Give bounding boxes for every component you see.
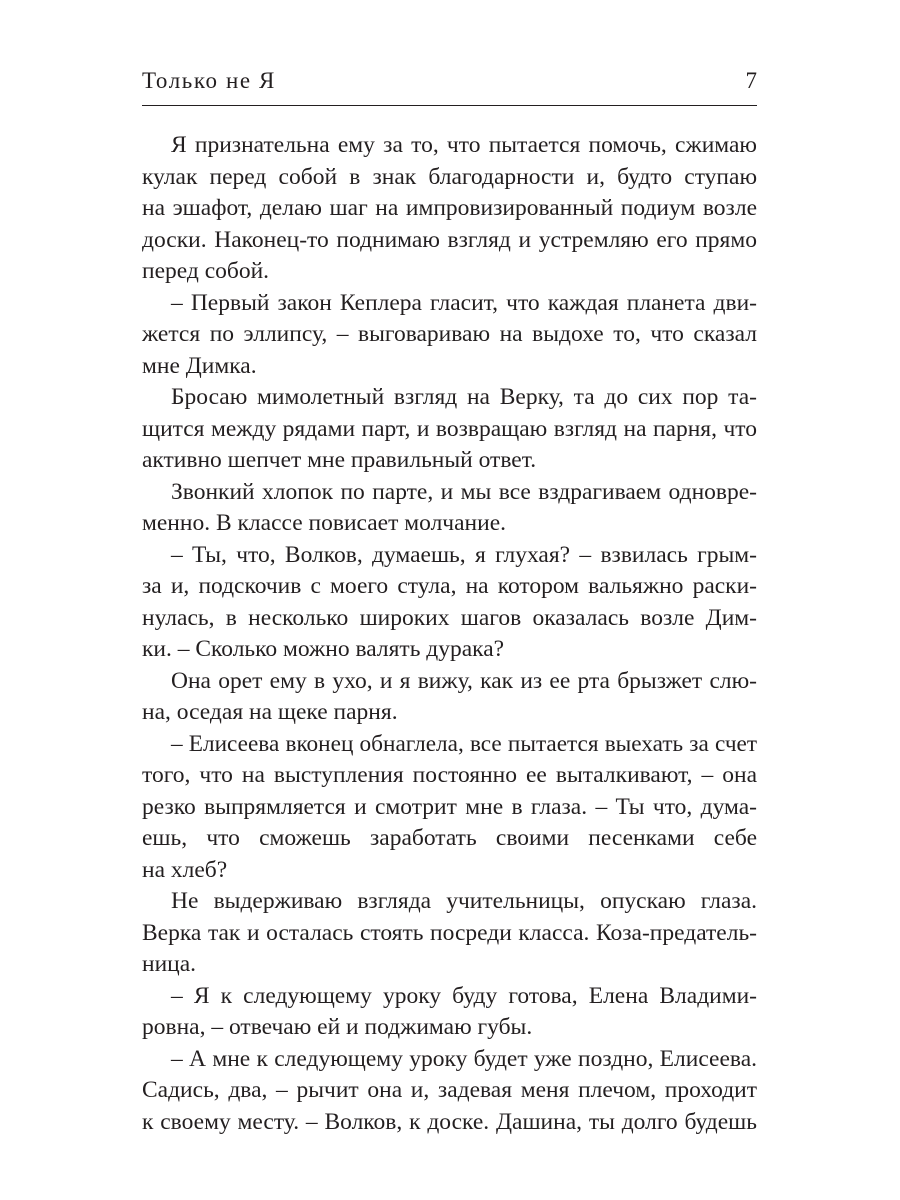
text-line: того, что на выступления постоянно ее выталкивают, – она: [142, 762, 757, 788]
text-line: резко выпрямляется и смотрит мне в глаза. – Ты что, дума-: [142, 793, 757, 820]
text-line: Она орет ему в ухо, и я вижу, как из ее рта брызжет слю-: [171, 667, 757, 694]
text-line: – А мне к следующему уроку будет уже поздно, Елисеева.: [171, 1045, 757, 1072]
text-line: менно. В классе повисает молчание.: [142, 510, 506, 536]
text-line: Бросаю мимолетный взгляд на Верку, та до сих пор та-: [171, 384, 757, 410]
text-line: Я признательна ему за то, что пытается помочь, сжимаю: [171, 132, 757, 158]
text-line: за и, подскочив с моего стула, на котором вальяжно раски-: [142, 573, 757, 599]
text-line: Верка так и осталась стоять посреди класса. Коза-предатель-: [142, 919, 757, 946]
text-line: нулась, в несколько широких шагов оказалась возле Дим-: [142, 604, 757, 631]
text-line: на, оседая на щеке парня.: [142, 699, 398, 725]
running-head: [142, 66, 757, 96]
text-line: ница.: [142, 951, 197, 977]
text-line: мне Димка.: [142, 352, 257, 379]
text-line: ешь, что сможешь заработать своими песенками себе: [142, 825, 757, 851]
text-line: активно шепчет мне правильный ответ.: [142, 447, 537, 473]
text-line: – Первый закон Кеплера гласит, что каждая планета дви-: [171, 289, 757, 316]
book-title: Только не Я: [142, 68, 276, 93]
text-line: Садись, два, – рычит она и, задевая меня плечом, проходит: [142, 1077, 757, 1103]
text-line: – Елисеева вконец обнаглела, все пытается выехать за счет: [171, 730, 757, 757]
text-line: ровна, – отвечаю ей и поджимаю губы.: [142, 1014, 533, 1040]
text-line: – Я к следующему уроку буду готова, Елена Владими-: [171, 982, 757, 1009]
page-number: 7: [745, 68, 757, 93]
text-line: щится между рядами парт, и возвращаю взгляд на парня, что: [142, 415, 757, 442]
text-line: Звонкий хлопок по парте, и мы все вздрагиваем одновре-: [171, 478, 757, 505]
text-line: – Ты, что, Волков, думаешь, я глухая? – взвилась грым-: [171, 541, 757, 568]
text-line: на хлеб?: [142, 856, 228, 883]
text-line: кулак перед собой в знак благодарности и, будто ступаю: [142, 163, 757, 190]
body-text: [142, 130, 757, 1138]
text-line: жется по эллипсу, – выговариваю на выдохе то, что сказал: [142, 321, 757, 347]
text-line: доски. Наконец-то поднимаю взгляд и устремляю его прямо: [142, 226, 757, 253]
text-line: ки. – Сколько можно валять дурака?: [142, 636, 505, 662]
header-rule: [142, 105, 757, 106]
text-line: перед собой.: [142, 258, 270, 284]
text-line: к своему месту. – Волков, к доске. Дашина, ты долго будешь: [142, 1108, 757, 1135]
text-line: на эшафот, делаю шаг на импровизированный подиум возле: [142, 195, 757, 221]
text-line: Не выдерживаю взгляда учительницы, опускаю глаза.: [171, 888, 757, 914]
